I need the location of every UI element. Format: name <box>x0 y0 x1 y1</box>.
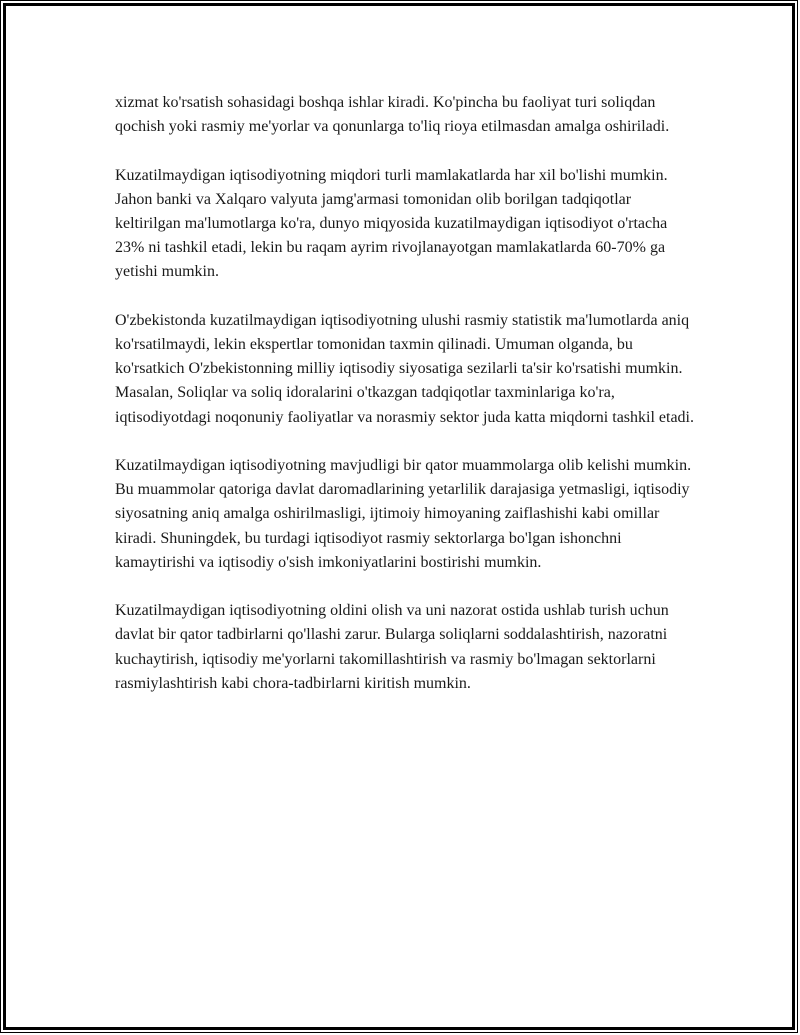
document-body <box>115 91 695 720</box>
paragraph-5: Kuzatilmaydigan iqtisodiyotning oldini olish va uni nazorat ostida ushlab turish uchun davlat bir qator tadbirlarni qo'llashi zarur. Bularga soliqlarni soddalashtirish, nazoratni kuchaytirish, iqtisodiy me'yorlarni takomillashtirish va rasmiy bo'lmagan sektorlarni rasmiylashtirish kabi chora-tadbirlarni kiritish mumkin. <box>115 602 669 692</box>
paragraph-3: O'zbekistonda kuzatilmaydigan iqtisodiyotning ulushi rasmiy statistik ma'lumotlarda aniq ko'rsatilmaydi, lekin ekspertlar tomonidan taxmin qilinadi. Umuman olganda, bu ko'rsatkich O'zbekistonning milliy iqtisodiy siyosatiga sezilarli ta'sir ko'rsatishi mumkin. Masalan, Soliqlar va soliq idoralarini o'tkazgan tadqiqotlar taxminlariga ko'ra, iqtisodiyotdagi noqonuniy faoliyatlar va norasmiy sektor juda katta miqdorni tashkil etadi. <box>115 311 694 426</box>
paragraph-1: xizmat ko'rsatish sohasidagi boshqa ishlar kiradi. Ko'pincha bu faoliyat turi soliqdan qochish yoki rasmiy me'yorlar va qonunlarga to'liq rioya etilmasdan amalga oshiriladi. <box>115 94 670 136</box>
paragraph-4: Kuzatilmaydigan iqtisodiyotning mavjudligi bir qator muammolarga olib kelishi mumkin. Bu muammolar qatoriga davlat daromadlarining yetarlilik darajasiga yetmasligi, iqtisodiy siyosatning aniq amalga oshirilmasligi, ijtimoiy himoyaning zaiflashishi kabi omillar kiradi. Shuningdek, bu turdagi iqtisodiyot rasmiy sektorlarga bo'lgan ishonchni kamaytirishi va iqtisodiy o'sish imkoniyatlarini bostirishi mumkin. <box>115 457 692 571</box>
paragraph-2: Kuzatilmaydigan iqtisodiyotning miqdori turli mamlakatlarda har xil bo'lishi mumkin. Jahon banki va Xalqaro valyuta jamg'armasi tomonidan olib borilgan tadqiqotlar keltirilgan ma'lumotlarga ko'ra, dunyo miqyosida kuzatilmaydigan iqtisodiyot o'rtacha 23% ni tashkil etadi, lekin bu raqam ayrim rivojlanayotgan mamlakatlarda 60-70% ga yetishi mumkin. <box>115 166 668 281</box>
